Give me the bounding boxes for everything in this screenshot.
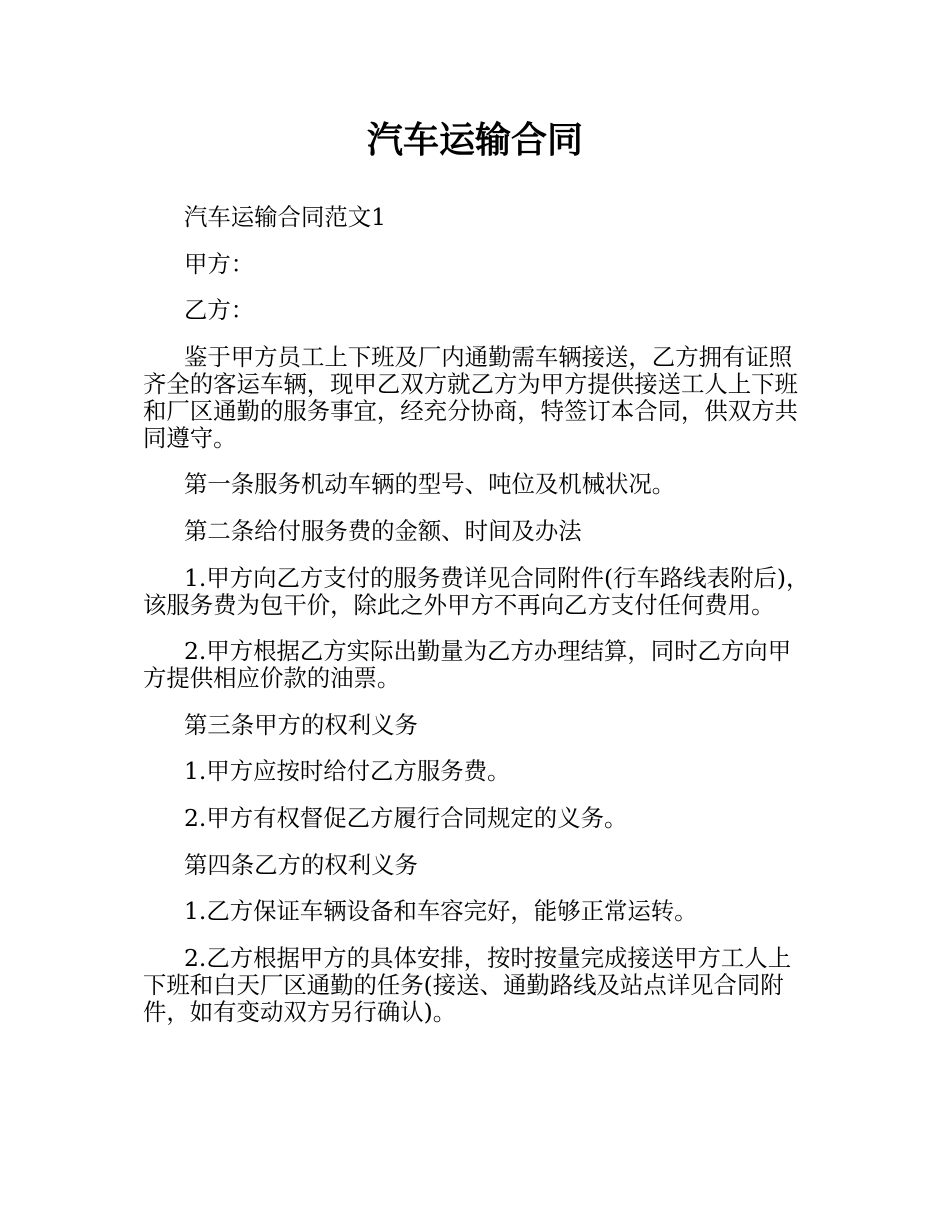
paragraph-party-b: 乙方： bbox=[184, 296, 255, 325]
paragraph-article-4-item-2: 2.乙方根据甲方的具体安排，按时按量完成接送甲方工人上下班和白天厂区通勤的任务(接送、通勤路线及站点详见合同附件，如有变动双方另行确认)。 bbox=[143, 943, 792, 1026]
paragraph-article-3: 第三条甲方的权利义务 bbox=[184, 710, 418, 739]
document-title: 汽车运输合同 bbox=[366, 120, 583, 161]
paragraph-party-a: 甲方： bbox=[184, 249, 255, 278]
paragraph-article-3-item-2: 2.甲方有权督促乙方履行合同规定的义务。 bbox=[184, 803, 628, 832]
paragraph-article-1: 第一条服务机动车辆的型号、吨位及机械状况。 bbox=[184, 470, 676, 499]
paragraph-preamble: 鉴于甲方员工上下班及厂内通勤需车辆接送，乙方拥有证照齐全的客运车辆，现甲乙双方就乙方为甲方提供接送工人上下班和厂区通勤的服务事宜，经充分协商，特签订本合同，供双方共同遵守。 bbox=[143, 342, 798, 452]
paragraph-article-4: 第四条乙方的权利义务 bbox=[184, 850, 418, 879]
paragraph-article-2-item-2: 2.甲方根据乙方实际出勤量为乙方办理结算，同时乙方向甲方提供相应价款的油票。 bbox=[143, 637, 792, 693]
paragraph-sample-heading: 汽车运输合同范文1 bbox=[184, 203, 387, 231]
paragraph-article-3-item-1: 1.甲方应按时给付乙方服务费。 bbox=[184, 757, 511, 786]
paragraph-article-2: 第二条给付服务费的金额、时间及办法 bbox=[184, 516, 582, 545]
paragraph-article-2-item-1: 1.甲方向乙方支付的服务费详见合同附件(行车路线表附后)，该服务费为包干价，除此之外甲方不再向乙方支付任何费用。 bbox=[143, 563, 810, 619]
document-body bbox=[143, 204, 811, 1045]
paragraph-article-4-item-1: 1.乙方保证车辆设备和车容完好，能够正常运转。 bbox=[184, 897, 698, 926]
